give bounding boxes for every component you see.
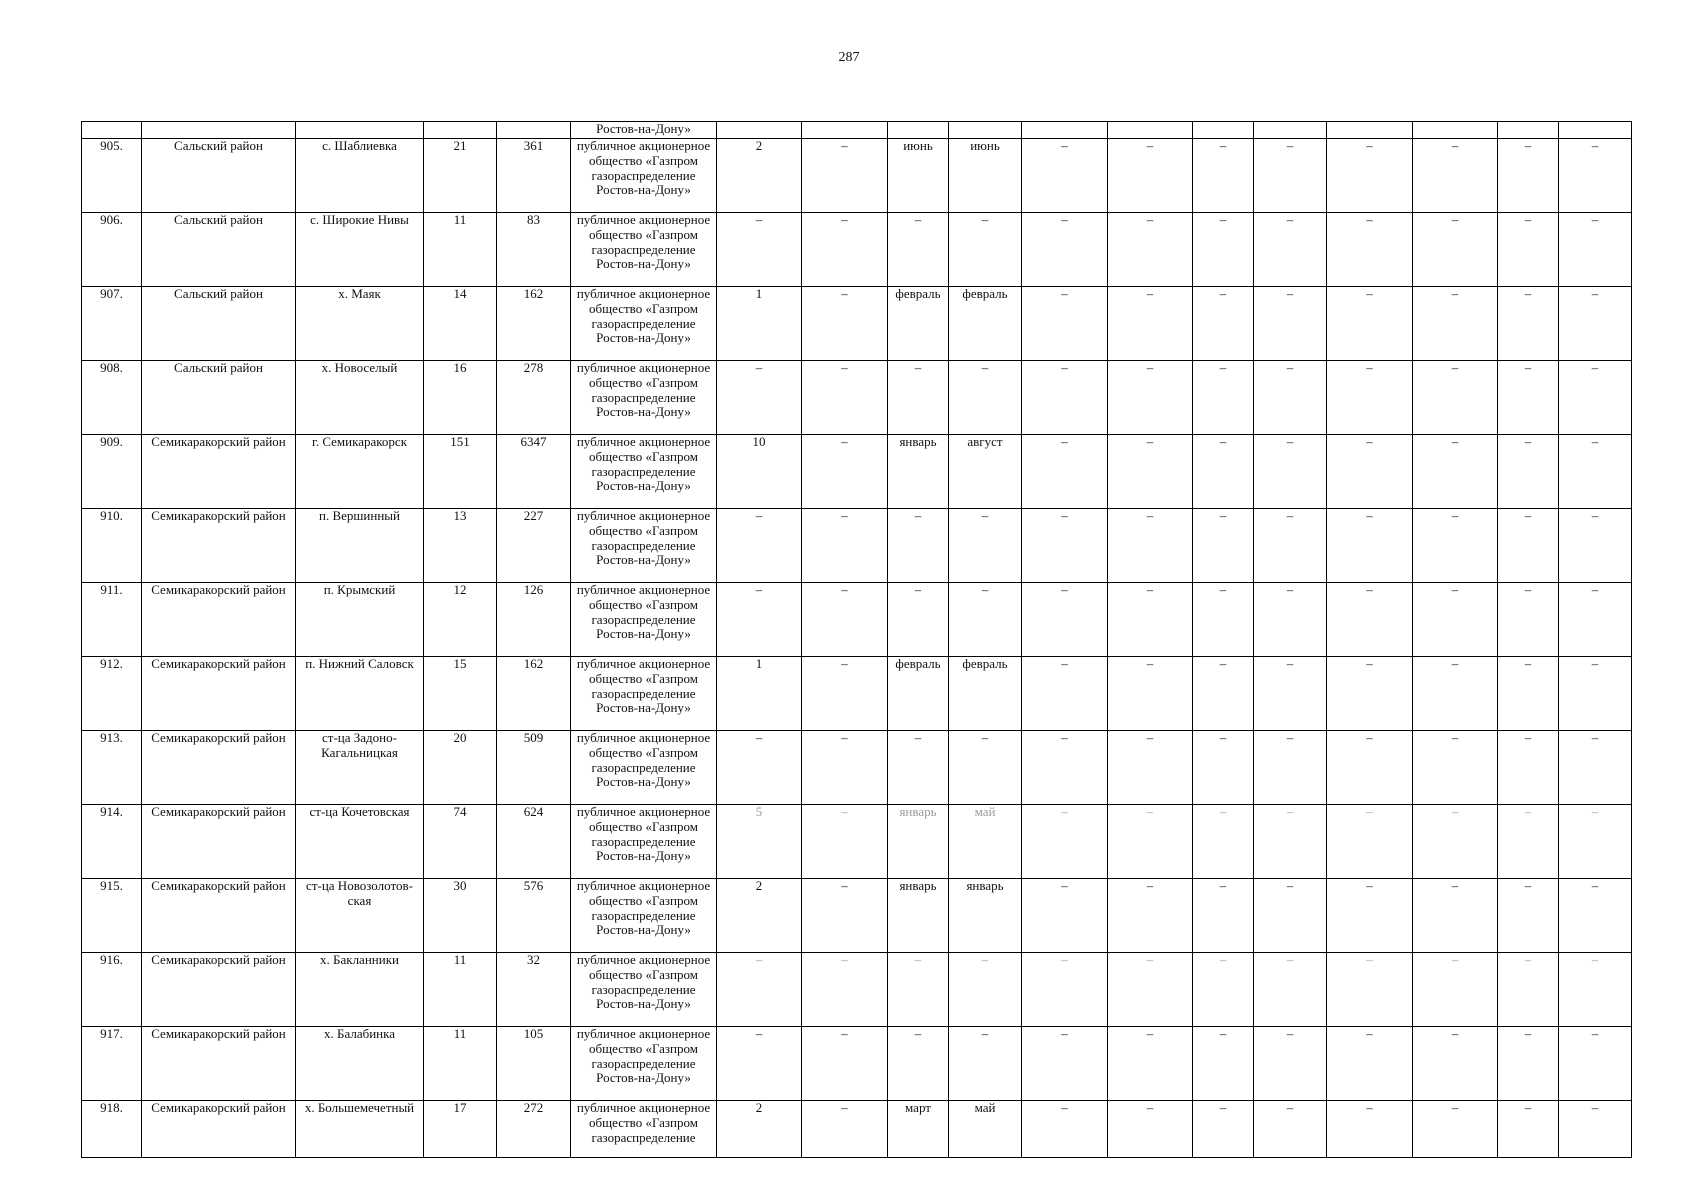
dash-col17: – (1498, 879, 1559, 953)
dash-col13: – (1193, 509, 1254, 583)
dash-col18: – (1559, 953, 1632, 1027)
row-number: 906. (82, 213, 142, 287)
district: Семикаракорский район (142, 583, 296, 657)
dash-col18: – (1559, 1027, 1632, 1101)
value-col5: 105 (497, 1027, 571, 1101)
cell (717, 122, 802, 139)
dash-col17: – (1498, 1101, 1559, 1158)
dash-col18: – (1559, 583, 1632, 657)
dash-col18: – (1559, 361, 1632, 435)
value-col8: – (802, 1101, 888, 1158)
dash-col11: – (1022, 879, 1108, 953)
value-col7: – (717, 213, 802, 287)
dash-col11: – (1022, 583, 1108, 657)
dash-col12: – (1108, 879, 1193, 953)
locality: х. Бакланники (296, 953, 424, 1027)
end-month: – (949, 509, 1022, 583)
dash-col14: – (1254, 657, 1327, 731)
dash-col11: – (1022, 1101, 1108, 1158)
table-row (82, 805, 1632, 879)
dash-col12: – (1108, 805, 1193, 879)
cell (1559, 122, 1632, 139)
value-col7: 5 (717, 805, 802, 879)
dash-col16: – (1413, 139, 1498, 213)
dash-col18: – (1559, 139, 1632, 213)
value-col7: – (717, 731, 802, 805)
dash-col16: – (1413, 805, 1498, 879)
dash-col16: – (1413, 953, 1498, 1027)
dash-col12: – (1108, 435, 1193, 509)
cell (296, 122, 424, 139)
dash-col18: – (1559, 805, 1632, 879)
row-number: 916. (82, 953, 142, 1027)
dash-col14: – (1254, 583, 1327, 657)
value-col7: 10 (717, 435, 802, 509)
value-col5: 126 (497, 583, 571, 657)
dash-col17: – (1498, 139, 1559, 213)
organization: публичное акционерное общество «Газпром газораспределение Ростов-на-Дону» (571, 657, 717, 731)
dash-col18: – (1559, 1101, 1632, 1158)
dash-col17: – (1498, 287, 1559, 361)
value-col4: 30 (424, 879, 497, 953)
organization: публичное акционерное общество «Газпром газораспределение Ростов-на-Дону» (571, 731, 717, 805)
dash-col14: – (1254, 1101, 1327, 1158)
end-month: январь (949, 879, 1022, 953)
dash-col12: – (1108, 1027, 1193, 1101)
dash-col14: – (1254, 731, 1327, 805)
dash-col14: – (1254, 805, 1327, 879)
dash-col12: – (1108, 361, 1193, 435)
row-number: 910. (82, 509, 142, 583)
value-col8: – (802, 213, 888, 287)
value-col8: – (802, 879, 888, 953)
organization: публичное акционерное общество «Газпром газораспределение Ростов-на-Дону» (571, 879, 717, 953)
dash-col15: – (1327, 361, 1413, 435)
dash-col12: – (1108, 657, 1193, 731)
organization: публичное акционерное общество «Газпром газораспределение Ростов-на-Дону» (571, 361, 717, 435)
dash-col14: – (1254, 139, 1327, 213)
value-col4: 15 (424, 657, 497, 731)
organization: публичное акционерное общество «Газпром газораспределение Ростов-на-Дону» (571, 583, 717, 657)
start-month: январь (888, 435, 949, 509)
dash-col17: – (1498, 509, 1559, 583)
row-number: 905. (82, 139, 142, 213)
organization: публичное акционерное общество «Газпром газораспределение Ростов-на-Дону» (571, 1027, 717, 1101)
cell (82, 122, 142, 139)
value-col5: 272 (497, 1101, 571, 1158)
locality: с. Шаблиевка (296, 139, 424, 213)
locality: ст-ца Кочетовская (296, 805, 424, 879)
locality: х. Большемечетный (296, 1101, 424, 1158)
dash-col13: – (1193, 583, 1254, 657)
district: Семикаракорский район (142, 731, 296, 805)
district: Семикаракорский район (142, 879, 296, 953)
dash-col12: – (1108, 1101, 1193, 1158)
end-month: – (949, 731, 1022, 805)
dash-col16: – (1413, 435, 1498, 509)
start-month: – (888, 953, 949, 1027)
dash-col12: – (1108, 509, 1193, 583)
organization: публичное акционерное общество «Газпром газораспределение Ростов-на-Дону» (571, 287, 717, 361)
value-col5: 576 (497, 879, 571, 953)
value-col7: 2 (717, 139, 802, 213)
value-col7: – (717, 583, 802, 657)
value-col8: – (802, 657, 888, 731)
value-col5: 162 (497, 657, 571, 731)
dash-col14: – (1254, 953, 1327, 1027)
dash-col12: – (1108, 953, 1193, 1027)
district: Сальский район (142, 213, 296, 287)
table-row (82, 139, 1632, 213)
value-col5: 83 (497, 213, 571, 287)
locality: ст-ца Задоно-Кагальницкая (296, 731, 424, 805)
table-row (82, 731, 1632, 805)
value-col4: 13 (424, 509, 497, 583)
end-month: – (949, 1027, 1022, 1101)
value-col8: – (802, 509, 888, 583)
value-col8: – (802, 805, 888, 879)
value-col5: 278 (497, 361, 571, 435)
dash-col17: – (1498, 361, 1559, 435)
district: Семикаракорский район (142, 1027, 296, 1101)
value-col7: – (717, 1027, 802, 1101)
dash-col15: – (1327, 1101, 1413, 1158)
dash-col16: – (1413, 509, 1498, 583)
dash-col11: – (1022, 731, 1108, 805)
district: Семикаракорский район (142, 657, 296, 731)
locality: с. Широкие Нивы (296, 213, 424, 287)
row-number: 917. (82, 1027, 142, 1101)
start-month: – (888, 731, 949, 805)
dash-col13: – (1193, 1027, 1254, 1101)
table-row (82, 1027, 1632, 1101)
dash-col14: – (1254, 213, 1327, 287)
cell (1498, 122, 1559, 139)
cell (949, 122, 1022, 139)
dash-col15: – (1327, 213, 1413, 287)
dash-col17: – (1498, 953, 1559, 1027)
dash-col15: – (1327, 953, 1413, 1027)
dash-col18: – (1559, 879, 1632, 953)
district: Сальский район (142, 139, 296, 213)
dash-col17: – (1498, 213, 1559, 287)
dash-col13: – (1193, 879, 1254, 953)
cell (1022, 122, 1108, 139)
district: Семикаракорский район (142, 509, 296, 583)
table-row (82, 287, 1632, 361)
cell (142, 122, 296, 139)
dash-col14: – (1254, 287, 1327, 361)
dash-col13: – (1193, 287, 1254, 361)
gasification-schedule-table (81, 121, 1632, 1158)
dash-col16: – (1413, 879, 1498, 953)
start-month: – (888, 583, 949, 657)
row-number: 907. (82, 287, 142, 361)
start-month: февраль (888, 287, 949, 361)
dash-col14: – (1254, 1027, 1327, 1101)
cell (888, 122, 949, 139)
value-col4: 12 (424, 583, 497, 657)
cell (1413, 122, 1498, 139)
dash-col14: – (1254, 879, 1327, 953)
dash-col12: – (1108, 287, 1193, 361)
value-col5: 6347 (497, 435, 571, 509)
start-month: – (888, 509, 949, 583)
dash-col11: – (1022, 509, 1108, 583)
value-col5: 509 (497, 731, 571, 805)
dash-col17: – (1498, 1027, 1559, 1101)
district: Семикаракорский район (142, 805, 296, 879)
district: Семикаракорский район (142, 1101, 296, 1158)
value-col4: 14 (424, 287, 497, 361)
table-row (82, 213, 1632, 287)
value-col7: 2 (717, 879, 802, 953)
table-row (82, 1101, 1632, 1158)
organization: публичное акционерное общество «Газпром газораспределение Ростов-на-Дону» (571, 213, 717, 287)
start-month: март (888, 1101, 949, 1158)
dash-col17: – (1498, 657, 1559, 731)
locality: п. Вершинный (296, 509, 424, 583)
cell (1193, 122, 1254, 139)
row-number: 914. (82, 805, 142, 879)
value-col4: 20 (424, 731, 497, 805)
table-row (82, 583, 1632, 657)
table-row (82, 879, 1632, 953)
dash-col17: – (1498, 583, 1559, 657)
locality: п. Нижний Саловск (296, 657, 424, 731)
dash-col18: – (1559, 657, 1632, 731)
dash-col11: – (1022, 139, 1108, 213)
cell (1108, 122, 1193, 139)
dash-col11: – (1022, 213, 1108, 287)
dash-col18: – (1559, 213, 1632, 287)
locality: п. Крымский (296, 583, 424, 657)
dash-col17: – (1498, 435, 1559, 509)
dash-col15: – (1327, 657, 1413, 731)
start-month: июнь (888, 139, 949, 213)
value-col8: – (802, 731, 888, 805)
dash-col15: – (1327, 731, 1413, 805)
page-number: 287 (838, 50, 860, 65)
dash-col14: – (1254, 435, 1327, 509)
value-col5: 361 (497, 139, 571, 213)
dash-col17: – (1498, 805, 1559, 879)
dash-col11: – (1022, 1027, 1108, 1101)
end-month: февраль (949, 287, 1022, 361)
table-row (82, 657, 1632, 731)
table-row (82, 361, 1632, 435)
table-row (82, 953, 1632, 1027)
dash-col11: – (1022, 287, 1108, 361)
dash-col11: – (1022, 805, 1108, 879)
dash-col18: – (1559, 435, 1632, 509)
value-col8: – (802, 287, 888, 361)
continuation-organization: Ростов-на-Дону» (571, 122, 717, 139)
row-number: 913. (82, 731, 142, 805)
dash-col15: – (1327, 583, 1413, 657)
value-col7: – (717, 953, 802, 1027)
value-col4: 74 (424, 805, 497, 879)
row-number: 918. (82, 1101, 142, 1158)
dash-col17: – (1498, 731, 1559, 805)
organization: публичное акционерное общество «Газпром газораспределение Ростов-на-Дону» (571, 435, 717, 509)
dash-col13: – (1193, 213, 1254, 287)
dash-col13: – (1193, 805, 1254, 879)
value-col4: 11 (424, 1027, 497, 1101)
locality: х. Балабинка (296, 1027, 424, 1101)
cell (497, 122, 571, 139)
dash-col15: – (1327, 805, 1413, 879)
value-col5: 227 (497, 509, 571, 583)
dash-col18: – (1559, 731, 1632, 805)
dash-col16: – (1413, 361, 1498, 435)
value-col8: – (802, 1027, 888, 1101)
organization: публичное акционерное общество «Газпром газораспределение Ростов-на-Дону» (571, 509, 717, 583)
value-col5: 624 (497, 805, 571, 879)
value-col7: – (717, 509, 802, 583)
dash-col11: – (1022, 435, 1108, 509)
dash-col18: – (1559, 509, 1632, 583)
continuation-row (82, 122, 1632, 139)
dash-col12: – (1108, 139, 1193, 213)
dash-col14: – (1254, 509, 1327, 583)
dash-col16: – (1413, 287, 1498, 361)
dash-col11: – (1022, 953, 1108, 1027)
dash-col15: – (1327, 1027, 1413, 1101)
locality: ст-ца Новозолотов-ская (296, 879, 424, 953)
dash-col16: – (1413, 1027, 1498, 1101)
end-month: – (949, 953, 1022, 1027)
value-col7: 1 (717, 657, 802, 731)
dash-col13: – (1193, 657, 1254, 731)
dash-col13: – (1193, 1101, 1254, 1158)
end-month: июнь (949, 139, 1022, 213)
value-col4: 151 (424, 435, 497, 509)
start-month: – (888, 361, 949, 435)
dash-col18: – (1559, 287, 1632, 361)
value-col7: 2 (717, 1101, 802, 1158)
start-month: – (888, 1027, 949, 1101)
end-month: – (949, 583, 1022, 657)
end-month: – (949, 361, 1022, 435)
start-month: январь (888, 805, 949, 879)
dash-col16: – (1413, 213, 1498, 287)
organization: публичное акционерное общество «Газпром газораспределение Ростов-на-Дону» (571, 805, 717, 879)
organization: публичное акционерное общество «Газпром газораспределение Ростов-на-Дону» (571, 139, 717, 213)
dash-col14: – (1254, 361, 1327, 435)
value-col4: 11 (424, 213, 497, 287)
row-number: 912. (82, 657, 142, 731)
value-col8: – (802, 139, 888, 213)
row-number: 908. (82, 361, 142, 435)
end-month: – (949, 213, 1022, 287)
value-col5: 162 (497, 287, 571, 361)
dash-col12: – (1108, 731, 1193, 805)
start-month: февраль (888, 657, 949, 731)
cell (1327, 122, 1413, 139)
value-col8: – (802, 361, 888, 435)
cell (424, 122, 497, 139)
organization: публичное акционерное общество «Газпром газораспределение (571, 1101, 717, 1158)
dash-col13: – (1193, 731, 1254, 805)
dash-col15: – (1327, 509, 1413, 583)
dash-col13: – (1193, 361, 1254, 435)
value-col5: 32 (497, 953, 571, 1027)
start-month: – (888, 213, 949, 287)
dash-col11: – (1022, 361, 1108, 435)
value-col8: – (802, 583, 888, 657)
cell (802, 122, 888, 139)
dash-col15: – (1327, 139, 1413, 213)
dash-col12: – (1108, 213, 1193, 287)
locality: г. Семикаракорск (296, 435, 424, 509)
dash-col15: – (1327, 435, 1413, 509)
dash-col13: – (1193, 953, 1254, 1027)
dash-col15: – (1327, 879, 1413, 953)
cell (1254, 122, 1327, 139)
district: Сальский район (142, 287, 296, 361)
district: Семикаракорский район (142, 953, 296, 1027)
locality: х. Маяк (296, 287, 424, 361)
value-col4: 11 (424, 953, 497, 1027)
row-number: 915. (82, 879, 142, 953)
value-col4: 17 (424, 1101, 497, 1158)
value-col8: – (802, 953, 888, 1027)
value-col7: – (717, 361, 802, 435)
value-col7: 1 (717, 287, 802, 361)
row-number: 911. (82, 583, 142, 657)
dash-col12: – (1108, 583, 1193, 657)
dash-col16: – (1413, 731, 1498, 805)
value-col4: 16 (424, 361, 497, 435)
district: Сальский район (142, 361, 296, 435)
locality: х. Новоселый (296, 361, 424, 435)
dash-col13: – (1193, 139, 1254, 213)
table-row (82, 509, 1632, 583)
dash-col15: – (1327, 287, 1413, 361)
end-month: май (949, 1101, 1022, 1158)
dash-col13: – (1193, 435, 1254, 509)
district: Семикаракорский район (142, 435, 296, 509)
dash-col16: – (1413, 657, 1498, 731)
end-month: май (949, 805, 1022, 879)
start-month: январь (888, 879, 949, 953)
dash-col16: – (1413, 1101, 1498, 1158)
end-month: февраль (949, 657, 1022, 731)
dash-col11: – (1022, 657, 1108, 731)
value-col4: 21 (424, 139, 497, 213)
table-row (82, 435, 1632, 509)
value-col8: – (802, 435, 888, 509)
dash-col16: – (1413, 583, 1498, 657)
row-number: 909. (82, 435, 142, 509)
end-month: август (949, 435, 1022, 509)
organization: публичное акционерное общество «Газпром газораспределение Ростов-на-Дону» (571, 953, 717, 1027)
